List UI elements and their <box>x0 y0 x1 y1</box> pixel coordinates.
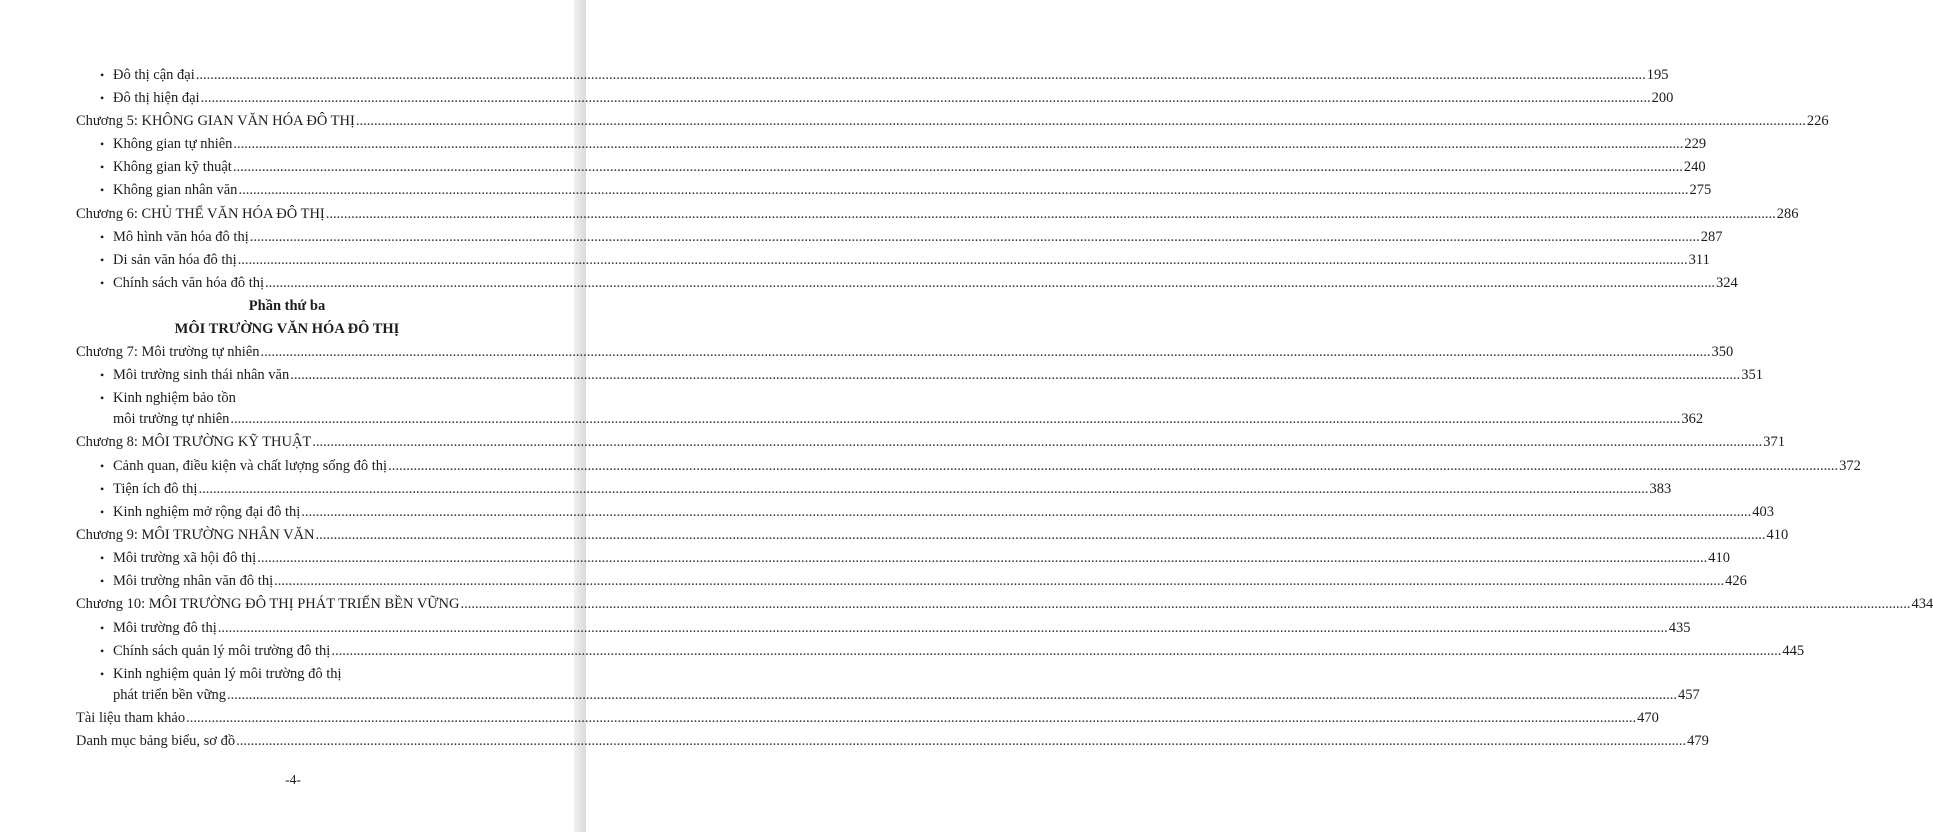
bullet-icon: • <box>100 230 105 244</box>
toc-entry-title: Không gian kỹ thuật <box>113 159 232 175</box>
bullet-icon: • <box>100 160 105 174</box>
dot-leader: ................................................................................................................................................................................................................................................................................................................................................................................................................ <box>230 411 1681 427</box>
bullet-icon: • <box>100 574 105 588</box>
toc-entry-page: 324 <box>1716 275 1738 291</box>
toc-entry-title: Không gian nhân văn <box>113 182 238 198</box>
toc-entry-page: 435 <box>1668 620 1691 636</box>
toc-entry[interactable] <box>113 549 1730 567</box>
toc-entry[interactable] <box>76 343 1734 361</box>
toc-entry-page: 287 <box>1700 229 1723 245</box>
toc-entry-title: Đô thị hiện đại <box>113 90 200 106</box>
toc-entry-page: 372 <box>1839 458 1861 474</box>
bullet-icon: • <box>100 644 105 658</box>
toc-entry-page: 240 <box>1683 159 1706 175</box>
toc-entry[interactable] <box>113 89 1674 107</box>
toc-entry-page: 195 <box>1646 67 1669 83</box>
toc-entry-title-line1: Kinh nghiệm quản lý môi trường đô thị <box>113 666 342 682</box>
toc-entry-title: Chương 9: MÔI TRƯỜNG NHÂN VĂN <box>76 527 315 543</box>
toc-entry-page: 403 <box>1752 504 1775 520</box>
toc-entry-title: Kinh nghiệm mở rộng đại đô thị <box>113 504 301 520</box>
toc-entry-title-line1: Kinh nghiệm bảo tồn <box>113 390 236 406</box>
toc-entry[interactable] <box>113 158 1706 176</box>
toc-entry-page: 311 <box>1688 252 1710 268</box>
toc-entry-page: 362 <box>1681 411 1704 427</box>
toc-entry-title: Danh mục bảng biểu, sơ đồ <box>76 733 236 749</box>
toc-entry[interactable] <box>76 709 1659 727</box>
toc-entry-title: Môi trường đô thị <box>113 620 217 636</box>
toc-entry-page: 434 <box>1911 596 1933 612</box>
toc-entry[interactable] <box>113 135 1707 153</box>
dot-leader: ................................................................................................................................................................................................................................................................................................................................................................................................................ <box>257 550 1708 566</box>
toc-entry[interactable] <box>76 732 1709 750</box>
dot-leader: ................................................................................................................................................................................................................................................................................................................................................................................................................ <box>198 481 1649 497</box>
bullet-icon: • <box>100 137 105 151</box>
toc-entry-page: 286 <box>1776 206 1799 222</box>
toc-entry-title: môi trường tự nhiên <box>113 411 230 427</box>
toc-entry[interactable] <box>113 457 1861 475</box>
toc-entry-page: 350 <box>1711 344 1734 360</box>
dot-leader: ................................................................................................................................................................................................................................................................................................................................................................................................................ <box>200 90 1651 106</box>
toc-entry-title: Chương 10: MÔI TRƯỜNG ĐÔ THỊ PHÁT TRIỂN BỀN VỮNG <box>76 596 460 612</box>
toc-entry[interactable] <box>113 251 1710 269</box>
toc-entry[interactable] <box>76 205 1799 223</box>
toc-entry-title: Môi trường xã hội đô thị <box>113 550 257 566</box>
toc-entry-page: 479 <box>1687 733 1709 749</box>
dot-leader: ................................................................................................................................................................................................................................................................................................................................................................................................................ <box>290 367 1741 383</box>
toc-entry-title: Chương 7: Môi trường tự nhiên <box>76 344 260 360</box>
toc-entry[interactable] <box>113 619 1691 637</box>
toc-entry-title: Chính sách quản lý môi trường đô thị <box>113 643 331 659</box>
dot-leader: ................................................................................................................................................................................................................................................................................................................................................................................................................ <box>226 687 1677 703</box>
toc-entry-page: 410 <box>1766 527 1789 543</box>
toc-entry-title: Chương 8: MÔI TRƯỜNG KỸ THUẬT <box>76 434 312 450</box>
toc-entry[interactable] <box>113 503 1775 521</box>
toc-entry-title: Di sản văn hóa đô thị <box>113 252 237 268</box>
toc-entry-title: Mô hình văn hóa đô thị <box>113 229 249 245</box>
toc-entry-title: Đô thị cận đại <box>113 67 195 83</box>
toc-entry[interactable] <box>113 66 1669 84</box>
toc-entry[interactable] <box>113 686 1700 704</box>
bullet-icon: • <box>100 551 105 565</box>
dot-leader: ................................................................................................................................................................................................................................................................................................................................................................................................................ <box>315 527 1766 543</box>
bullet-icon: • <box>100 621 105 635</box>
dot-leader: ................................................................................................................................................................................................................................................................................................................................................................................................................ <box>237 252 1688 268</box>
dot-leader: ................................................................................................................................................................................................................................................................................................................................................................................................................ <box>312 434 1763 450</box>
dot-leader: ................................................................................................................................................................................................................................................................................................................................................................................................................ <box>274 573 1725 589</box>
toc-entry[interactable] <box>113 572 1747 590</box>
toc-entry-title: Chương 6: CHỦ THỂ VĂN HÓA ĐÔ THỊ <box>76 206 325 222</box>
dot-leader: ................................................................................................................................................................................................................................................................................................................................................................................................................ <box>460 596 1911 612</box>
part-heading-line1: Phần thứ ba <box>248 298 326 314</box>
toc-entry[interactable] <box>113 181 1712 199</box>
toc-entry[interactable] <box>113 366 1763 384</box>
toc-entry[interactable] <box>76 433 1786 451</box>
toc-entry-title: Tiện ích đô thị <box>113 481 198 497</box>
dot-leader: ................................................................................................................................................................................................................................................................................................................................................................................................................ <box>217 620 1668 636</box>
toc-entry-page: 426 <box>1725 573 1747 589</box>
dot-leader: ................................................................................................................................................................................................................................................................................................................................................................................................................ <box>265 275 1716 291</box>
dot-leader: ................................................................................................................................................................................................................................................................................................................................................................................................................ <box>331 643 1782 659</box>
toc-entry-page: 470 <box>1637 710 1659 726</box>
toc-entry-page: 200 <box>1651 90 1674 106</box>
bullet-icon: • <box>100 482 105 496</box>
dot-leader: ................................................................................................................................................................................................................................................................................................................................................................................................................ <box>232 159 1683 175</box>
toc-entry-page: 457 <box>1677 687 1700 703</box>
toc-entry-page: 445 <box>1782 643 1805 659</box>
dot-leader: ................................................................................................................................................................................................................................................................................................................................................................................................................ <box>388 458 1839 474</box>
bullet-icon: • <box>100 505 105 519</box>
bullet-icon: • <box>100 68 105 82</box>
dot-leader: ................................................................................................................................................................................................................................................................................................................................................................................................................ <box>325 206 1776 222</box>
toc-entry-title: Chính sách văn hóa đô thị <box>113 275 265 291</box>
dot-leader: ................................................................................................................................................................................................................................................................................................................................................................................................................ <box>236 733 1687 749</box>
dot-leader: ................................................................................................................................................................................................................................................................................................................................................................................................................ <box>301 504 1752 520</box>
bullet-icon: • <box>100 368 105 382</box>
toc-entry-title: Tài liệu tham khảo <box>76 710 186 726</box>
toc-entry-title: Môi trường nhân văn đô thị <box>113 573 274 589</box>
bullet-icon: • <box>100 667 105 681</box>
toc-entry-page: 351 <box>1741 367 1763 383</box>
bullet-icon: • <box>100 183 105 197</box>
toc-entry-title: Môi trường sinh thái nhân văn <box>113 367 290 383</box>
toc-entry-page: 226 <box>1806 113 1829 129</box>
toc-entry[interactable] <box>113 228 1723 246</box>
bullet-icon: • <box>100 459 105 473</box>
dot-leader: ................................................................................................................................................................................................................................................................................................................................................................................................................ <box>238 182 1689 198</box>
toc-entry[interactable] <box>76 526 1789 544</box>
toc-entry[interactable] <box>113 410 1704 428</box>
page-number: -4- <box>285 772 301 787</box>
toc-entry-page: 410 <box>1708 550 1730 566</box>
bullet-icon: • <box>100 276 105 290</box>
dot-leader: ................................................................................................................................................................................................................................................................................................................................................................................................................ <box>233 136 1684 152</box>
bullet-icon: • <box>100 253 105 267</box>
toc-entry[interactable] <box>76 595 1933 613</box>
dot-leader: ................................................................................................................................................................................................................................................................................................................................................................................................................ <box>260 344 1711 360</box>
dot-leader: ................................................................................................................................................................................................................................................................................................................................................................................................................ <box>355 113 1806 129</box>
toc-entry[interactable] <box>113 274 1738 292</box>
toc-entry[interactable] <box>76 112 1829 130</box>
dot-leader: ................................................................................................................................................................................................................................................................................................................................................................................................................ <box>249 229 1700 245</box>
toc-entry[interactable] <box>113 642 1805 660</box>
bullet-icon: • <box>100 91 105 105</box>
toc-entry-page: 383 <box>1649 481 1672 497</box>
dot-leader: ................................................................................................................................................................................................................................................................................................................................................................................................................ <box>186 710 1637 726</box>
toc-entry-title: phát triển bền vững <box>113 687 226 703</box>
toc-entry-title: Cảnh quan, điều kiện và chất lượng sống đô thị <box>113 458 388 474</box>
bullet-icon: • <box>100 391 105 405</box>
toc-entry-page: 275 <box>1689 182 1712 198</box>
dot-leader: ................................................................................................................................................................................................................................................................................................................................................................................................................ <box>195 67 1646 83</box>
toc-entry[interactable] <box>113 480 1672 498</box>
toc-entry-page: 229 <box>1684 136 1707 152</box>
toc-entry-page: 371 <box>1763 434 1786 450</box>
toc-entry-title: Chương 5: KHÔNG GIAN VĂN HÓA ĐÔ THỊ <box>76 113 355 129</box>
part-heading-line2: MÔI TRƯỜNG VĂN HÓA ĐÔ THỊ <box>174 321 400 337</box>
toc-entry-title: Không gian tự nhiên <box>113 136 233 152</box>
